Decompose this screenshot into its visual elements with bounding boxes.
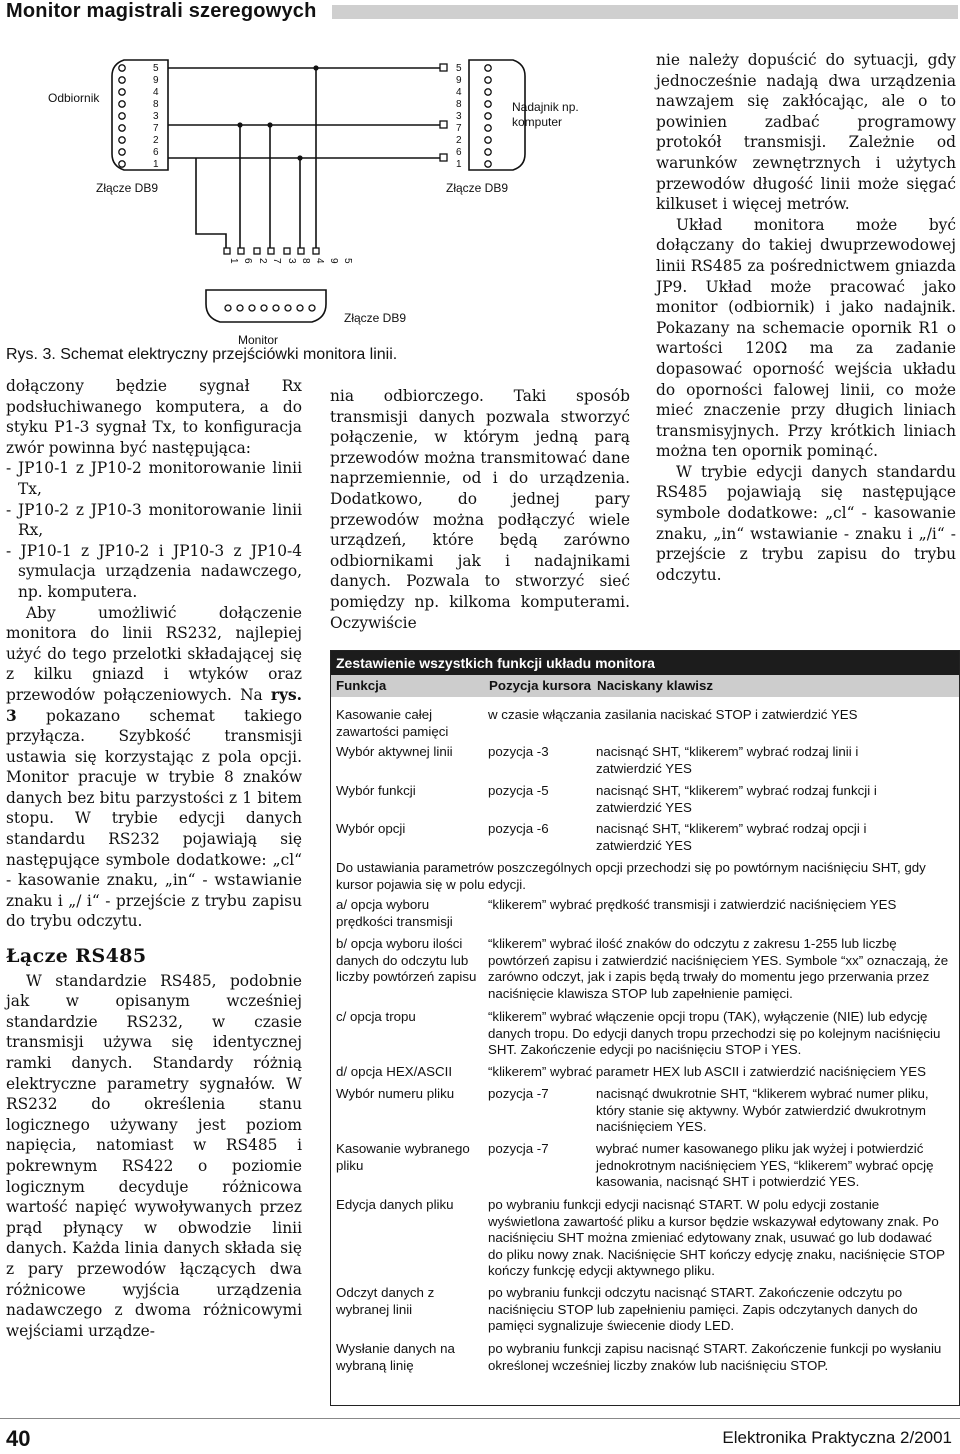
section-title: Monitor magistrali szeregowych [6,0,317,22]
left-pin-label: 8 [153,99,159,110]
figure-reference: rys. 3 [6,685,302,725]
table-header-position: Pozycja kursora [484,675,592,697]
table-cell-function: Wybór opcji [336,821,406,836]
left-device-label: Odbiornik [48,91,100,105]
paragraph: nia odbiorczego. Taki sposób transmisji danych pozwala stworzyć połączenie, w którym jedną parą przewodów można transmitować dane naprzemiennie, od i do urządzenia. Dodatkowo, do jednej pary przewodów można podłączyć wiele urządzeń, które będą zarówno odbiornikami jak i nadajnikami danych. Pozwala to stworzyć sieć pomiędzy np. kilkoma komputerami. Oczywiście [330,387,630,632]
bottom-pin-label: 7 [271,258,282,264]
table-cell-key: nacisnąć SHT, “klikerem” wybrać rodzaj funkcji i zatwierdzić YES [596,783,877,815]
table-cell-description: po wybraniu funkcji edycji nacisnąć START. W polu edycji zostanie wyświetlona zawartość pliku a kursor będzie wskazywał edytowany znak. Po naciśnięciu SHT można zmieniać edytowany znak, usuwać go lub dodawać do pliku nowy znak. Naciśnięcie SHT kończy edycję znaku, naciśnięcie STOP kończy funkcję edycji aktywnego pliku. [488,1197,945,1279]
bottom-pin-label: 5 [342,258,353,264]
bottom-pin-label: 4 [314,258,325,264]
table-cell-function: c/ opcja tropu [336,1009,416,1024]
right-device-label: Nadajnik np. [512,100,579,114]
paragraph-text: pokazano schemat takiego przyłącza. Szybkość transmisji ustawia się korzystając z pola opcji. Monitor pracuje w trybie 8 znaków danych bez bitu parzystości z 1 bitem stopu. W trybie edycji danych standardu RS232 pojawiają się następujące symbole dodatkowe: „cl“ - kasowanie znaku, „in“ - wstawianie znaku i „/ i“ - przejście z trybu zapisu do trybu odczytu. [6,706,302,931]
table-cell-position: pozycja -7 [488,1141,549,1156]
table-cell-description: “klikerem” wybrać włączenie opcji tropu (TAK), wyłączenie (NIE) lub edycję danych tropu. Do edycji danych tropu przechodzi się po kolejnym naciśnięciu SHT. Zakończenie edycji po naciśnięciu STOP i YES. [488,1009,941,1058]
right-connector-label: Złącze DB9 [446,181,509,195]
table-cell-description: w czasie włączania zasilania naciskać STOP i zatwierdzić YES [488,707,858,722]
right-device-label-2: komputer [512,115,563,129]
table-cell-function: Odczyt danych z wybranej linii [336,1285,435,1317]
table-cell-function: Kasowanie całej zawartości pamięci [336,707,449,739]
right-pin-label: 1 [456,159,462,170]
paragraph: W standardzie RS485, podobnie jak w opisanym wcześniej standardzie RS232, w czasie transmisji używa się identycznej ramki danych. Standardy różnią elektryczne parametry sygnałów. W RS232 do określenia stanu logicznego używany jest poziom napięcia, natomiast w RS485 i pokrewnym RS422 o poziomie logicznym decyduje różnicowa wartość napięć wywoływanych przez prąd płynący w obwodzie linii danych. Każda linia danych składa się z pary przewodów łączących dwa różnicowe wyjścia urządzenia nadawczego z dwoma różnicowymi wejściami urządze- [6,971,302,1340]
bottom-connector-label: Złącze DB9 [344,311,407,325]
schematic-diagram [0,34,640,364]
table-cell-function: b/ opcja wyboru ilości danych do odczytu lub liczby powtórzeń zapisu [336,936,477,985]
table-cell-function: Edycja danych pliku [336,1197,454,1212]
table-cell-position: pozycja -6 [488,821,549,836]
table-header-key: Naciskany klawisz [592,675,959,697]
text-column-3 [656,50,956,585]
table-cell-key: wybrać numer kasowanego pliku jak wyżej i potwierdzić jednokrotnym naciśnięciem YES, “klikerem” wybrać opcję kasowania, nacisnąć SHT i potwierdzić YES. [596,1141,934,1190]
table-cell-description: po wybraniu funkcji zapisu nacisnąć START. Zakończenie funkcji po wysłaniu określonej wcześniej liczby znaków lub naciśnięciu STOP. [488,1341,942,1373]
table-cell-key: nacisnąć SHT, “klikerem” wybrać rodzaj linii i zatwierdzić YES [596,744,859,776]
bottom-pin-label: 3 [286,258,297,264]
bottom-pin-label: 1 [228,258,239,264]
left-pin-label: 3 [153,111,159,122]
table-title: Zestawienie wszystkich funkcji układu monitora [331,651,959,675]
table-cell-position: pozycja -7 [488,1086,549,1101]
list-item: - JP10-1 z JP10-2 i JP10-3 z JP10-4 symulacja urządzenia nadawczego, np. komputera. [6,541,302,601]
left-pin-label: 9 [153,75,159,86]
footer-rule [0,1418,960,1419]
table-cell-function: Wysłanie danych na wybraną linię [336,1341,455,1373]
left-pin-label: 1 [153,159,159,170]
table-cell-description: “klikerem” wybrać prędkość transmisji i zatwierdzić naciśnięciem YES [488,897,897,912]
bottom-pin-label: 9 [328,258,339,264]
right-pin-label: 8 [456,99,462,110]
right-pin-label: 5 [456,63,462,74]
paragraph: W trybie edycji danych standardu RS485 pojawiają się następujące symbole dodatkowe: „cl“ - kasowanie znaku, „in“ wstawianie - znaku i „/i“ - przejście z trybu zapisu do trybu odczytu. [656,462,956,584]
table-cell-function: Kasowanie wybranego pliku [336,1141,470,1173]
bottom-pin-label: 2 [257,258,268,264]
table-header-function: Funkcja [331,675,484,697]
bottom-pin-label: 8 [300,258,311,264]
table-cell-description: “klikerem” wybrać parametr HEX lub ASCII i zatwierdzić naciśnięciem YES [488,1064,926,1079]
page-number: 40 [6,1426,31,1451]
table-cell-position: pozycja -3 [488,744,549,759]
left-pin-label: 5 [153,63,159,74]
table-cell-key: nacisnąć dwukrotnie SHT, “klikerem wybrać numer pliku, który stanie się aktywny. Wybór zatwierdzić dwukrotnym naciśnięciem YES. [596,1086,929,1135]
paragraph [6,603,302,933]
page-footer [0,1414,960,1454]
paragraph: dołączony będzie sygnał Rx podsłuchiwanego komputera, a do styku P1-3 sygnał Tx, to konfiguracja zwór powinna być następująca: [6,377,302,457]
header-bar [332,5,958,19]
left-pin-label: 7 [153,123,159,134]
bottom-pin-label: 6 [242,258,253,264]
left-connector-label: Złącze DB9 [96,181,159,195]
table-cell-position: pozycja -5 [488,783,549,798]
text-column-1 [6,376,302,1341]
table-note: Do ustawiania parametrów poszczególnych opcji przechodzi się po powtórnym naciśnięciu SHT, gdy kursor pojawia się w polu edycji. [336,860,926,892]
bottom-device-label: Monitor [238,333,279,347]
magazine-name: Elektronika Praktyczna 2/2001 [722,1428,952,1447]
table-cell-description: po wybraniu funkcji odczytu nacisnąć START. Zakończenie odczytu po naciśnięciu STOP lub zapełnieniu pamięci. Zapis odczytanych danych do pamięci sygnalizuje świecenie diody LED. [488,1285,918,1334]
list-item: - JP10-2 z JP10-3 monitorowanie linii Rx, [6,500,302,540]
text-column-2 [330,386,630,633]
section-heading: Łącze RS485 [6,945,147,968]
paragraph: Układ monitora może być dołączany do takiej dwuprzewodowej linii RS485 za pośrednictwem gniazda JP9. Układ może pracować jako monitor (odbiornik) i jako nadajnik. Pokazany na schemacie opornik R1 o wartości 120Ω ma za zadanie dopasować oporność wejścia układu do oporności falowej linii, co może mieć znaczenie przy długich liniach transmisyjnych. Przy krótkich liniach można ten opornik pominąć. [656,215,956,461]
list-item: - JP10-1 z JP10-2 monitorowanie linii Tx, [6,459,302,498]
right-pin-label: 9 [456,75,462,86]
figure-caption: Rys. 3. Schemat elektryczny przejściówki monitora linii. [6,346,398,363]
table-cell-function: Wybór aktywnej linii [336,744,453,759]
table-cell-function: a/ opcja wyboru prędkości transmisji [336,897,453,929]
right-pin-label: 6 [456,147,462,158]
right-pin-label: 2 [456,135,462,146]
right-pin-label: 3 [456,111,462,122]
table-cell-description: “klikerem” wybrać ilość znaków do odczytu z zakresu 1-255 lub liczbę powtórzeń zapisu i zatwierdzić naciśnięciem YES. Symbole “xx” oznaczają, że zarówno odczyt, jak i zapis będą trwały do momentu jego przerwania przez naciśnięcie klawisza STOP lub zapełnienie pamięci. [488,936,949,1001]
table-cell-function: d/ opcja HEX/ASCII [336,1064,453,1079]
paragraph: nie należy dopuścić do sytuacji, gdy jednocześnie nadają dwa urządzenia nawzajem się zakłócając, ale o to powinien zadbać programowy protokół transmisji. Zależnie od warunków zewnętrznych i użytych przewodów długość linii może sięgać kilkuset i więcej metrów. [656,51,956,214]
page-header [0,0,960,28]
left-pin-label: 6 [153,147,159,158]
left-pin-label: 2 [153,135,159,146]
right-pin-label: 4 [456,87,462,98]
paragraph-text: Aby umożliwić dołączenie monitora do linii RS232, najlepiej użyć do tego przelotki składającej się z kilku gniazd i wtyków oraz przewodów połączeniowych. Na [6,603,302,704]
table-cell-key: nacisnąć SHT, “klikerem” wybrać rodzaj opcji i zatwierdzić YES [596,821,867,853]
functions-table [330,650,960,1406]
table-cell-function: Wybór funkcji [336,783,416,798]
table-cell-function: Wybór numeru pliku [336,1086,455,1101]
left-pin-label: 4 [153,87,159,98]
right-pin-label: 7 [456,123,462,134]
